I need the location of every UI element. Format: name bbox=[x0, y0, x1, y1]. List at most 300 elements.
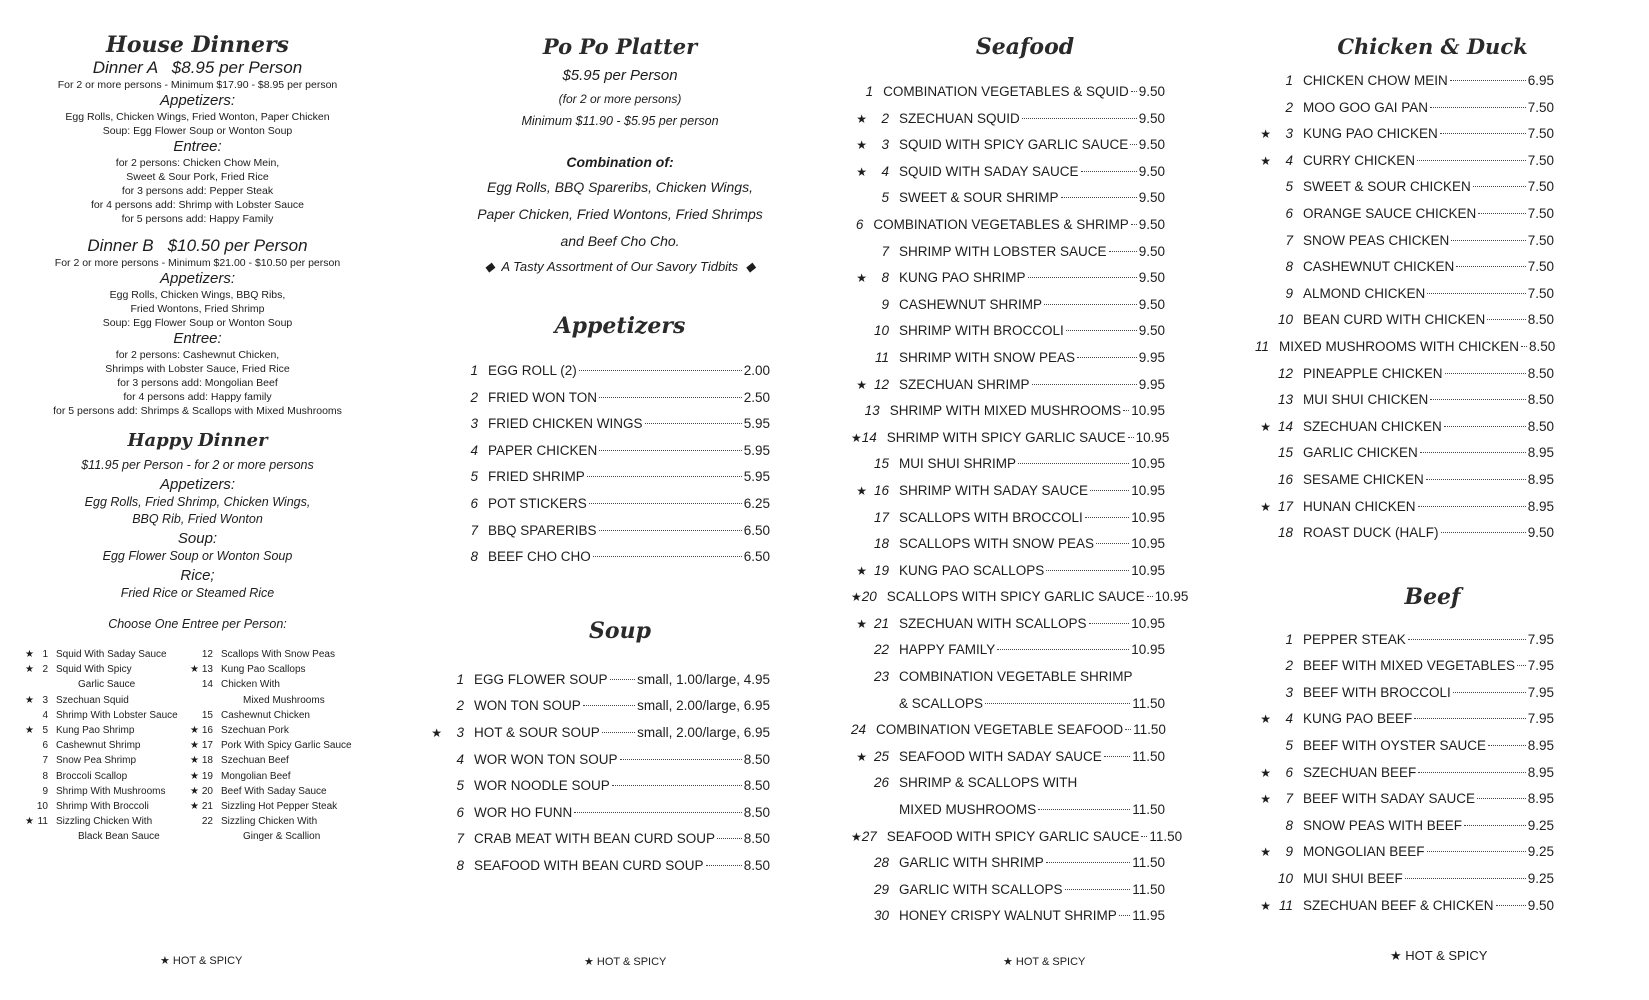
item-name: SZECHUAN BEEF & CHICKEN bbox=[1303, 897, 1494, 913]
item-price: 6.25 bbox=[743, 495, 770, 511]
hot-spicy-star-icon: ★ bbox=[856, 749, 867, 764]
item-name: GARLIC WITH SHRIMP bbox=[899, 855, 1044, 871]
item-price: 5.95 bbox=[743, 469, 770, 485]
item-name: WOR NOODLE SOUP bbox=[474, 778, 610, 794]
item-price: 8.95 bbox=[1527, 764, 1554, 780]
menu-item-row bbox=[851, 616, 1165, 643]
item-number: 2 bbox=[456, 698, 464, 714]
item-number: 5 bbox=[1285, 738, 1293, 754]
dinner-b-appetizer-line: Fried Wontons, Fried Shrimp bbox=[130, 303, 265, 315]
item-name: BBQ SPARERIBS bbox=[488, 522, 597, 538]
item-name: SQUID WITH SADAY SAUCE bbox=[899, 163, 1079, 179]
entree-number: 1 bbox=[42, 649, 48, 660]
dot-leader bbox=[1417, 160, 1526, 161]
dot-leader bbox=[1123, 410, 1129, 411]
item-price: 9.25 bbox=[1527, 844, 1554, 860]
entree-option bbox=[185, 829, 365, 844]
entree-option bbox=[185, 677, 365, 692]
dinner-b-entree-line: Shrimps with Lobster Sauce, Fried Rice bbox=[105, 363, 290, 375]
menu-item-row bbox=[851, 908, 1165, 935]
hot-spicy-star-icon: ★ bbox=[851, 590, 862, 605]
entree-option bbox=[20, 677, 185, 692]
item-price: 8.95 bbox=[1527, 738, 1554, 754]
dinner-a-entree bbox=[20, 156, 375, 226]
hot-spicy-star-icon: ★ bbox=[1260, 792, 1271, 807]
entree-number: 7 bbox=[42, 755, 48, 767]
item-name: SHRIMP WITH MIXED MUSHROOMS bbox=[889, 403, 1122, 419]
item-number: 26 bbox=[873, 775, 889, 791]
dot-leader bbox=[1018, 463, 1129, 464]
entree-name: Black Bean Sauce bbox=[78, 831, 160, 843]
hot-spicy-star-icon: ★ bbox=[1260, 153, 1271, 168]
item-name: MIXED MUSHROOMS bbox=[899, 802, 1037, 818]
dot-leader bbox=[1440, 133, 1526, 134]
menu-item-row bbox=[426, 698, 770, 725]
happy-entree-list-left bbox=[20, 647, 185, 845]
entree-name: Shrimp With Broccoli bbox=[56, 801, 149, 813]
hot-spicy-star-icon bbox=[20, 769, 34, 784]
menu-item-row bbox=[1255, 366, 1554, 393]
entree-option bbox=[185, 814, 365, 829]
item-number: 27 bbox=[861, 828, 877, 844]
item-number: 6 bbox=[456, 804, 464, 820]
menu-item-row bbox=[851, 377, 1165, 404]
hot-spicy-star-icon: ★ bbox=[856, 111, 867, 126]
item-name: SEAFOOD WITH SPICY GARLIC SAUCE bbox=[886, 828, 1140, 844]
item-price: 8.50 bbox=[1527, 392, 1554, 408]
menu-item-row bbox=[426, 778, 770, 805]
hot-spicy-star-icon bbox=[20, 708, 34, 723]
dot-leader bbox=[1077, 357, 1137, 358]
hot-spicy-star-icon: ★ bbox=[25, 816, 34, 828]
item-number: 4 bbox=[1285, 152, 1293, 168]
item-name: POT STICKERS bbox=[488, 495, 587, 511]
menu-item-row bbox=[426, 858, 770, 885]
item-name: FRIED WON TON bbox=[488, 389, 598, 405]
dinner-a-entree-line: for 2 persons: Chicken Chow Mein, bbox=[115, 157, 280, 169]
menu-item-row bbox=[1255, 312, 1554, 339]
item-price: 10.95 bbox=[1131, 403, 1165, 419]
hot-spicy-star-icon: ★ bbox=[856, 483, 867, 498]
item-number: 8 bbox=[881, 270, 889, 286]
item-number: 3 bbox=[881, 137, 889, 153]
item-price: 9.50 bbox=[1138, 190, 1165, 206]
item-number: 8 bbox=[470, 549, 478, 565]
item-price: 9.50 bbox=[1138, 163, 1165, 179]
menu-item-row bbox=[440, 390, 770, 417]
dinner-b-appetizer-line: Soup: Egg Flower Soup or Wonton Soup bbox=[102, 317, 293, 329]
menu-item-row bbox=[851, 164, 1165, 191]
item-number: 6 bbox=[1285, 764, 1293, 780]
hot-spicy-star-icon: ★ bbox=[851, 430, 862, 445]
item-price: 7.50 bbox=[1527, 205, 1554, 221]
item-name: MUI SHUI SHRIMP bbox=[899, 456, 1017, 472]
dot-leader bbox=[1414, 718, 1525, 719]
item-name: CURRY CHICKEN bbox=[1303, 152, 1416, 168]
item-number: 8 bbox=[456, 857, 464, 873]
item-number: 23 bbox=[873, 669, 889, 685]
dot-leader bbox=[599, 397, 742, 398]
entree-name: Kung Pao Shrimp bbox=[56, 725, 135, 737]
item-name: MIXED MUSHROOMS WITH CHICKEN bbox=[1279, 338, 1520, 354]
item-number: 19 bbox=[873, 562, 889, 578]
entree-number bbox=[199, 693, 213, 708]
hot-spicy-star-icon bbox=[20, 829, 34, 844]
hot-spicy-star-icon bbox=[185, 708, 199, 723]
item-number: 15 bbox=[873, 456, 889, 472]
item-name: EGG ROLL (2) bbox=[488, 363, 577, 378]
item-name: SHRIMP WITH SPICY GARLIC SAUCE bbox=[886, 429, 1126, 445]
menu-item-row bbox=[1255, 339, 1554, 366]
dot-leader bbox=[587, 476, 742, 477]
happy-appetizers-label: Appetizers: bbox=[159, 476, 236, 493]
menu-item-row bbox=[1255, 738, 1554, 765]
item-name: WOR WON TON SOUP bbox=[474, 751, 618, 767]
item-name: KUNG PAO BEEF bbox=[1303, 711, 1413, 727]
item-price: 11.50 bbox=[1132, 695, 1165, 711]
menu-item-row bbox=[851, 749, 1165, 776]
item-price: 8.95 bbox=[1527, 445, 1554, 461]
item-price: 9.95 bbox=[1138, 376, 1165, 392]
entree-option bbox=[20, 829, 185, 844]
menu-item-row bbox=[1255, 632, 1554, 659]
dot-leader bbox=[1022, 118, 1137, 119]
entree-number: 10 bbox=[36, 801, 48, 813]
item-number: 17 bbox=[873, 509, 889, 525]
item-number: 5 bbox=[470, 469, 478, 485]
item-number: 9 bbox=[881, 296, 889, 312]
house-dinners-title: House Dinners bbox=[106, 32, 289, 58]
dinner-b-minimum: For 2 or more persons - Minimum $21.00 - $10.50 per person bbox=[54, 257, 341, 269]
item-number: 5 bbox=[881, 190, 889, 206]
menu-item-row bbox=[851, 84, 1165, 111]
item-price: 7.50 bbox=[1527, 232, 1554, 248]
item-name: MONGOLIAN BEEF bbox=[1303, 844, 1425, 860]
item-name: EGG FLOWER SOUP bbox=[474, 671, 608, 687]
dot-leader bbox=[717, 838, 742, 839]
dinner-a-minimum: For 2 or more persons - Minimum $17.90 - $8.95 per person bbox=[57, 79, 338, 91]
dot-leader bbox=[1430, 107, 1526, 108]
item-price: 10.95 bbox=[1154, 589, 1189, 605]
entree-number: 21 bbox=[201, 801, 213, 813]
menu-item-row bbox=[851, 483, 1165, 510]
menu-item-row bbox=[1255, 499, 1554, 526]
item-name: SCALLOPS WITH BROCCOLI bbox=[899, 509, 1083, 525]
entree-name: Kung Pao Scallops bbox=[221, 664, 306, 676]
menu-item-row bbox=[426, 725, 770, 752]
item-price: 10.95 bbox=[1135, 429, 1170, 445]
dot-leader bbox=[1066, 330, 1137, 331]
menu-item-row bbox=[440, 469, 770, 496]
item-number: 11 bbox=[874, 349, 889, 365]
item-name: SZECHUAN BEEF bbox=[1303, 764, 1417, 780]
entree-number: 15 bbox=[201, 709, 213, 721]
item-name: SESAME CHICKEN bbox=[1303, 471, 1424, 487]
item-number: 18 bbox=[1277, 525, 1293, 541]
menu-item-row bbox=[1255, 765, 1554, 792]
entree-number: 22 bbox=[201, 816, 213, 828]
item-price: 7.95 bbox=[1527, 631, 1554, 647]
menu-item-row bbox=[440, 523, 770, 550]
entree-number bbox=[34, 677, 48, 692]
entree-number: 12 bbox=[201, 649, 213, 660]
dot-leader bbox=[1081, 171, 1137, 172]
entree-name: Squid With Spicy bbox=[56, 664, 132, 676]
happy-rice-label: Rice; bbox=[180, 567, 215, 584]
entree-name: Pork With Spicy Garlic Sauce bbox=[221, 740, 352, 752]
item-name: ORANGE SAUCE CHICKEN bbox=[1303, 205, 1477, 221]
item-number: 1 bbox=[1285, 631, 1293, 647]
dot-leader bbox=[620, 759, 742, 760]
entree-name: Cashewnut Shrimp bbox=[56, 740, 141, 752]
dot-leader bbox=[610, 679, 636, 680]
soup-title: Soup bbox=[589, 617, 651, 644]
appetizers-title: Appetizers bbox=[554, 313, 686, 339]
entree-option bbox=[20, 753, 185, 768]
item-number: 4 bbox=[470, 442, 478, 458]
house-dinners-column bbox=[20, 28, 375, 845]
hot-spicy-note-1: ★ HOT & SPICY bbox=[160, 955, 243, 967]
menu-item-row bbox=[1255, 791, 1554, 818]
entree-option bbox=[20, 814, 185, 829]
menu-item-row bbox=[1255, 126, 1554, 153]
hot-spicy-star-icon: ★ bbox=[856, 563, 867, 578]
item-price: 7.50 bbox=[1527, 179, 1554, 195]
menu-item-row bbox=[851, 563, 1165, 590]
hot-spicy-star-icon bbox=[20, 753, 34, 768]
item-number: 10 bbox=[873, 323, 889, 339]
dot-leader bbox=[1445, 373, 1526, 374]
dinner-b-entree-line: for 2 persons: Cashewnut Chicken, bbox=[115, 349, 280, 361]
menu-item-row bbox=[851, 722, 1165, 749]
hot-spicy-star-icon bbox=[20, 799, 34, 814]
item-number: 5 bbox=[1285, 179, 1293, 195]
hot-spicy-star-icon: ★ bbox=[190, 770, 199, 782]
entree-number: 14 bbox=[201, 679, 213, 691]
item-price: 9.50 bbox=[1527, 525, 1554, 541]
popo-combination-line: and Beef Cho Cho. bbox=[560, 233, 680, 249]
dot-leader bbox=[1451, 240, 1525, 241]
dinner-a-entree-line: for 5 persons add: Happy Family bbox=[121, 213, 274, 225]
hot-spicy-star-icon: ★ bbox=[190, 755, 199, 767]
dot-leader bbox=[1430, 399, 1525, 400]
item-number: 6 bbox=[1285, 205, 1293, 221]
item-name: SNOW PEAS WITH BEEF bbox=[1303, 817, 1463, 833]
entree-name: Shrimp With Mushrooms bbox=[56, 785, 166, 797]
menu-item-row bbox=[851, 775, 1165, 802]
hot-spicy-star-icon bbox=[185, 693, 199, 708]
item-number: 9 bbox=[1285, 285, 1293, 301]
popo-persons: (for 2 or more persons) bbox=[558, 92, 682, 106]
menu-item-row bbox=[1255, 233, 1554, 260]
menu-item-row bbox=[851, 855, 1165, 882]
item-number: 28 bbox=[873, 855, 889, 871]
dot-leader bbox=[1046, 862, 1130, 863]
menu-item-row bbox=[440, 443, 770, 470]
item-name: CHICKEN CHOW MEIN bbox=[1303, 73, 1448, 88]
item-name: FRIED SHRIMP bbox=[488, 469, 585, 485]
hot-spicy-star-icon: ★ bbox=[856, 616, 867, 631]
item-price: 11.50 bbox=[1133, 722, 1166, 738]
item-number: 16 bbox=[873, 482, 889, 498]
item-name: SEAFOOD WITH BEAN CURD SOUP bbox=[474, 857, 704, 873]
menu-item-row bbox=[1255, 871, 1554, 898]
menu-item-row bbox=[1255, 206, 1554, 233]
happy-soup-label: Soup: bbox=[177, 530, 218, 547]
item-price: 7.95 bbox=[1527, 684, 1554, 700]
dot-leader bbox=[1521, 346, 1527, 347]
entree-number: 16 bbox=[201, 725, 213, 737]
hot-spicy-star-icon: ★ bbox=[851, 829, 862, 844]
entree-number: 20 bbox=[201, 785, 213, 797]
dot-leader bbox=[599, 450, 741, 451]
entree-name: Broccoli Scallop bbox=[56, 770, 128, 782]
item-price: 9.50 bbox=[1138, 84, 1165, 99]
item-number: 8 bbox=[1285, 817, 1293, 833]
menu-item-row bbox=[1255, 525, 1554, 552]
hot-spicy-star-icon: ★ bbox=[856, 164, 867, 179]
menu-item-row bbox=[851, 802, 1165, 829]
entree-option bbox=[185, 647, 365, 662]
entree-name: Beef With Saday Sauce bbox=[221, 785, 327, 797]
dot-leader bbox=[1427, 293, 1525, 294]
hot-spicy-star-icon bbox=[20, 738, 34, 753]
dot-leader bbox=[1418, 772, 1525, 773]
entree-name: Mixed Mushrooms bbox=[243, 694, 325, 706]
chicken-beef-column bbox=[1255, 28, 1610, 924]
item-name: CRAB MEAT WITH BEAN CURD SOUP bbox=[474, 831, 716, 847]
item-price: 9.95 bbox=[1138, 349, 1165, 365]
hot-spicy-star-icon: ★ bbox=[1260, 419, 1271, 434]
menu-item-row bbox=[1255, 445, 1554, 472]
menu-item-row bbox=[426, 805, 770, 832]
item-price: 9.50 bbox=[1138, 110, 1165, 126]
item-name: SCALLOPS WITH SPICY GARLIC SAUCE bbox=[886, 589, 1145, 605]
menu-item-row bbox=[851, 456, 1165, 483]
hot-spicy-star-icon: ★ bbox=[190, 664, 199, 676]
dot-leader bbox=[574, 812, 741, 813]
dinner-b-entree-line: for 4 persons add: Happy family bbox=[123, 391, 272, 403]
item-name: WOR HO FUNN bbox=[474, 804, 573, 820]
item-number: 21 bbox=[873, 615, 889, 631]
item-price: 5.95 bbox=[743, 416, 770, 432]
seafood-list bbox=[851, 84, 1205, 935]
menu-item-row bbox=[1255, 100, 1554, 127]
item-price: 11.50 bbox=[1132, 802, 1165, 818]
dot-leader bbox=[1125, 729, 1131, 730]
entree-option bbox=[185, 784, 365, 799]
item-number: 14 bbox=[1277, 418, 1293, 434]
item-name: FRIED CHICKEN WINGS bbox=[488, 416, 643, 432]
item-number: 7 bbox=[881, 243, 889, 259]
dot-leader bbox=[1038, 809, 1130, 810]
item-price: 7.50 bbox=[1527, 259, 1554, 275]
item-number: 7 bbox=[470, 522, 478, 538]
item-number: 11 bbox=[1278, 897, 1293, 913]
dot-leader bbox=[1046, 570, 1129, 571]
item-price: 5.95 bbox=[743, 442, 770, 458]
hot-spicy-star-icon bbox=[185, 829, 199, 844]
popo-price: $5.95 per Person bbox=[562, 67, 678, 84]
dinner-a-entree-line: for 4 persons add: Shrimp with Lobster Sauce bbox=[90, 199, 305, 211]
hot-spicy-note-2: ★ HOT & SPICY bbox=[584, 956, 667, 968]
item-price: 8.95 bbox=[1527, 498, 1554, 514]
dinner-b-entree-line: for 5 persons add: Shrimps & Scallops with Mixed Mushrooms bbox=[53, 405, 342, 417]
item-name: SEAFOOD WITH SADAY SAUCE bbox=[899, 748, 1102, 764]
menu-item-row bbox=[440, 416, 770, 443]
item-price: 6.95 bbox=[1527, 73, 1554, 88]
dot-leader bbox=[1085, 517, 1129, 518]
item-number: 12 bbox=[873, 376, 889, 392]
item-number: 4 bbox=[456, 751, 464, 767]
seafood-title: Seafood bbox=[975, 34, 1075, 60]
popo-combination-label: Combination of: bbox=[566, 154, 674, 170]
item-price: 7.50 bbox=[1527, 285, 1554, 301]
menu-item-row bbox=[851, 244, 1165, 271]
menu-item-row bbox=[851, 190, 1165, 217]
item-name: PAPER CHICKEN bbox=[488, 442, 598, 458]
entree-number bbox=[199, 829, 213, 844]
menu-item-row bbox=[851, 510, 1165, 537]
item-price: 7.50 bbox=[1527, 152, 1554, 168]
hot-spicy-star-icon: ★ bbox=[190, 801, 199, 813]
dot-leader bbox=[1131, 224, 1137, 225]
dinner-a-entree-line: for 3 persons add: Pepper Steak bbox=[121, 185, 274, 197]
entree-option bbox=[185, 723, 365, 738]
item-name: BEEF WITH BROCCOLI bbox=[1303, 684, 1451, 700]
dot-leader bbox=[1444, 426, 1526, 427]
item-price: 11.50 bbox=[1149, 828, 1183, 844]
item-price: 8.50 bbox=[743, 778, 770, 794]
dot-leader bbox=[593, 556, 742, 557]
item-price: 10.95 bbox=[1131, 536, 1165, 552]
hot-spicy-star-icon: ★ bbox=[856, 271, 867, 286]
dot-leader bbox=[1464, 825, 1526, 826]
menu-item-row bbox=[851, 137, 1165, 164]
item-name: GARLIC CHICKEN bbox=[1303, 445, 1418, 461]
dinner-a-entree-line: Sweet & Sour Pork, Fried Rice bbox=[126, 171, 269, 183]
hot-spicy-note-4: ★ HOT & SPICY bbox=[1390, 948, 1488, 963]
dot-leader bbox=[1065, 889, 1131, 890]
item-name: KUNG PAO CHICKEN bbox=[1303, 126, 1438, 142]
dot-leader bbox=[1477, 798, 1526, 799]
entree-number bbox=[34, 829, 48, 844]
menu-item-row bbox=[1255, 711, 1554, 738]
dot-leader bbox=[1487, 319, 1525, 320]
menu-item-row bbox=[851, 642, 1165, 669]
item-price: 10.95 bbox=[1131, 482, 1165, 498]
popo-title: Po Po Platter bbox=[542, 34, 698, 59]
dot-leader bbox=[1044, 304, 1137, 305]
entree-number: 3 bbox=[42, 694, 48, 706]
entree-option bbox=[20, 723, 185, 738]
hot-spicy-star-icon bbox=[185, 814, 199, 829]
entree-number: 2 bbox=[42, 664, 48, 676]
dot-leader bbox=[1408, 639, 1526, 640]
item-price: 9.50 bbox=[1138, 270, 1165, 286]
item-name: SHRIMP WITH SADAY SAUCE bbox=[899, 482, 1089, 498]
happy-entree-list bbox=[20, 647, 375, 845]
hot-spicy-star-icon: ★ bbox=[856, 138, 867, 153]
item-price: 9.50 bbox=[1138, 243, 1165, 259]
item-number: 7 bbox=[1285, 232, 1293, 248]
item-name: MUI SHUI BEEF bbox=[1303, 871, 1403, 887]
dot-leader bbox=[579, 370, 742, 371]
item-number: 8 bbox=[1285, 259, 1293, 275]
dot-leader bbox=[1028, 277, 1137, 278]
item-price: 8.95 bbox=[1527, 791, 1554, 807]
hot-spicy-star-icon: ★ bbox=[25, 725, 34, 737]
